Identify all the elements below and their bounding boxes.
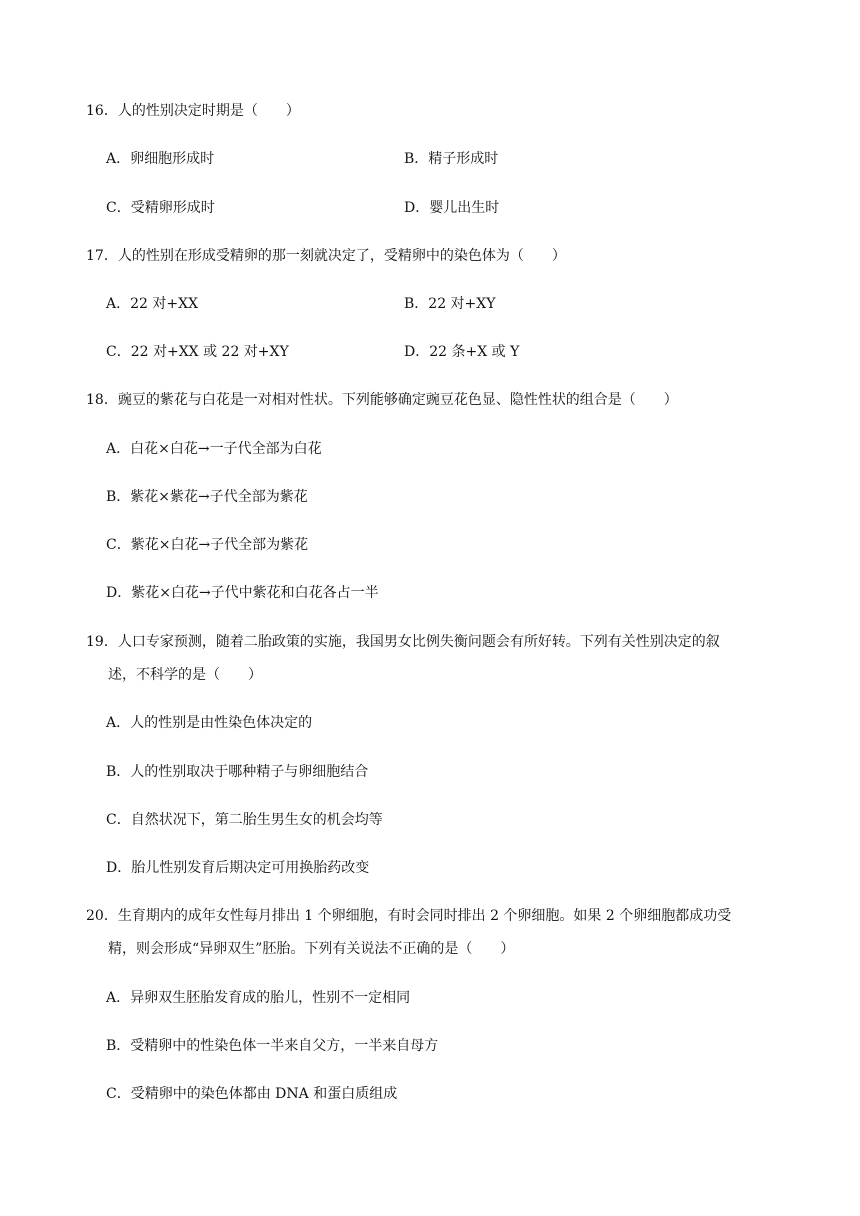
question-16-option-b: B．精子形成时 xyxy=(404,151,499,167)
question-18-option-c: C．紫花×白花→子代全部为紫花 xyxy=(106,537,309,553)
question-17-stem: 17．人的性别在形成受精卵的那一刻就决定了，受精卵中的染色体为（ ） xyxy=(86,248,566,264)
question-20-stem: 20．生育期内的成年女性每月排出 1 个卵细胞，有时会同时排出 2 个卵细胞。如果 2 个卵细胞都成功受 xyxy=(86,908,732,924)
question-18-option-b: B．紫花×紫花→子代全部为紫花 xyxy=(106,489,308,505)
question-20-stem-continued: 精，则会形成“异卵双生”胚胎。下列有关说法不正确的是（ ） xyxy=(108,941,515,957)
question-16-option-a: A．卵细胞形成时 xyxy=(106,151,215,167)
question-20-option-a: A．异卵双生胚胎发育成的胎儿，性别不一定相同 xyxy=(106,990,411,1006)
question-19-option-a: A．人的性别是由性染色体决定的 xyxy=(106,715,313,731)
question-19-stem-continued: 述，不科学的是（ ） xyxy=(108,667,262,683)
question-17-option-b: B．22 对+XY xyxy=(404,296,496,312)
question-17-option-d: D．22 条+X 或 Y xyxy=(404,344,520,360)
question-18-stem: 18．豌豆的紫花与白花是一对相对性状。下列能够确定豌豆花色显、隐性性状的组合是（ ） xyxy=(86,392,678,408)
question-17-option-a: A．22 对+XX xyxy=(106,296,199,312)
question-18-option-a: A．白花×白花→一子代全部为白花 xyxy=(106,441,322,457)
question-20-option-b: B．受精卵中的性染色体一半来自父方，一半来自母方 xyxy=(106,1038,439,1054)
question-16-option-d: D．婴儿出生时 xyxy=(404,200,500,216)
question-16-option-c: C．受精卵形成时 xyxy=(106,200,215,216)
question-17-option-c: C．22 对+XX 或 22 对+XY xyxy=(106,344,289,360)
question-19-option-c: C．自然状况下，第二胎生男生女的机会均等 xyxy=(106,812,383,828)
question-19-option-d: D．胎儿性别发育后期决定可用换胎药改变 xyxy=(106,860,370,876)
question-19-option-b: B．人的性别取决于哪种精子与卵细胞结合 xyxy=(106,764,369,780)
question-16-stem: 16．人的性别决定时期是（ ） xyxy=(86,103,300,119)
question-18-option-d: D．紫花×白花→子代中紫花和白花各占一半 xyxy=(106,585,379,601)
question-20-option-c: C．受精卵中的染色体都由 DNA 和蛋白质组成 xyxy=(106,1086,398,1102)
question-19-stem: 19．人口专家预测，随着二胎政策的实施，我国男女比例失衡问题会有所好转。下列有关性别决定的叙 xyxy=(86,634,720,650)
